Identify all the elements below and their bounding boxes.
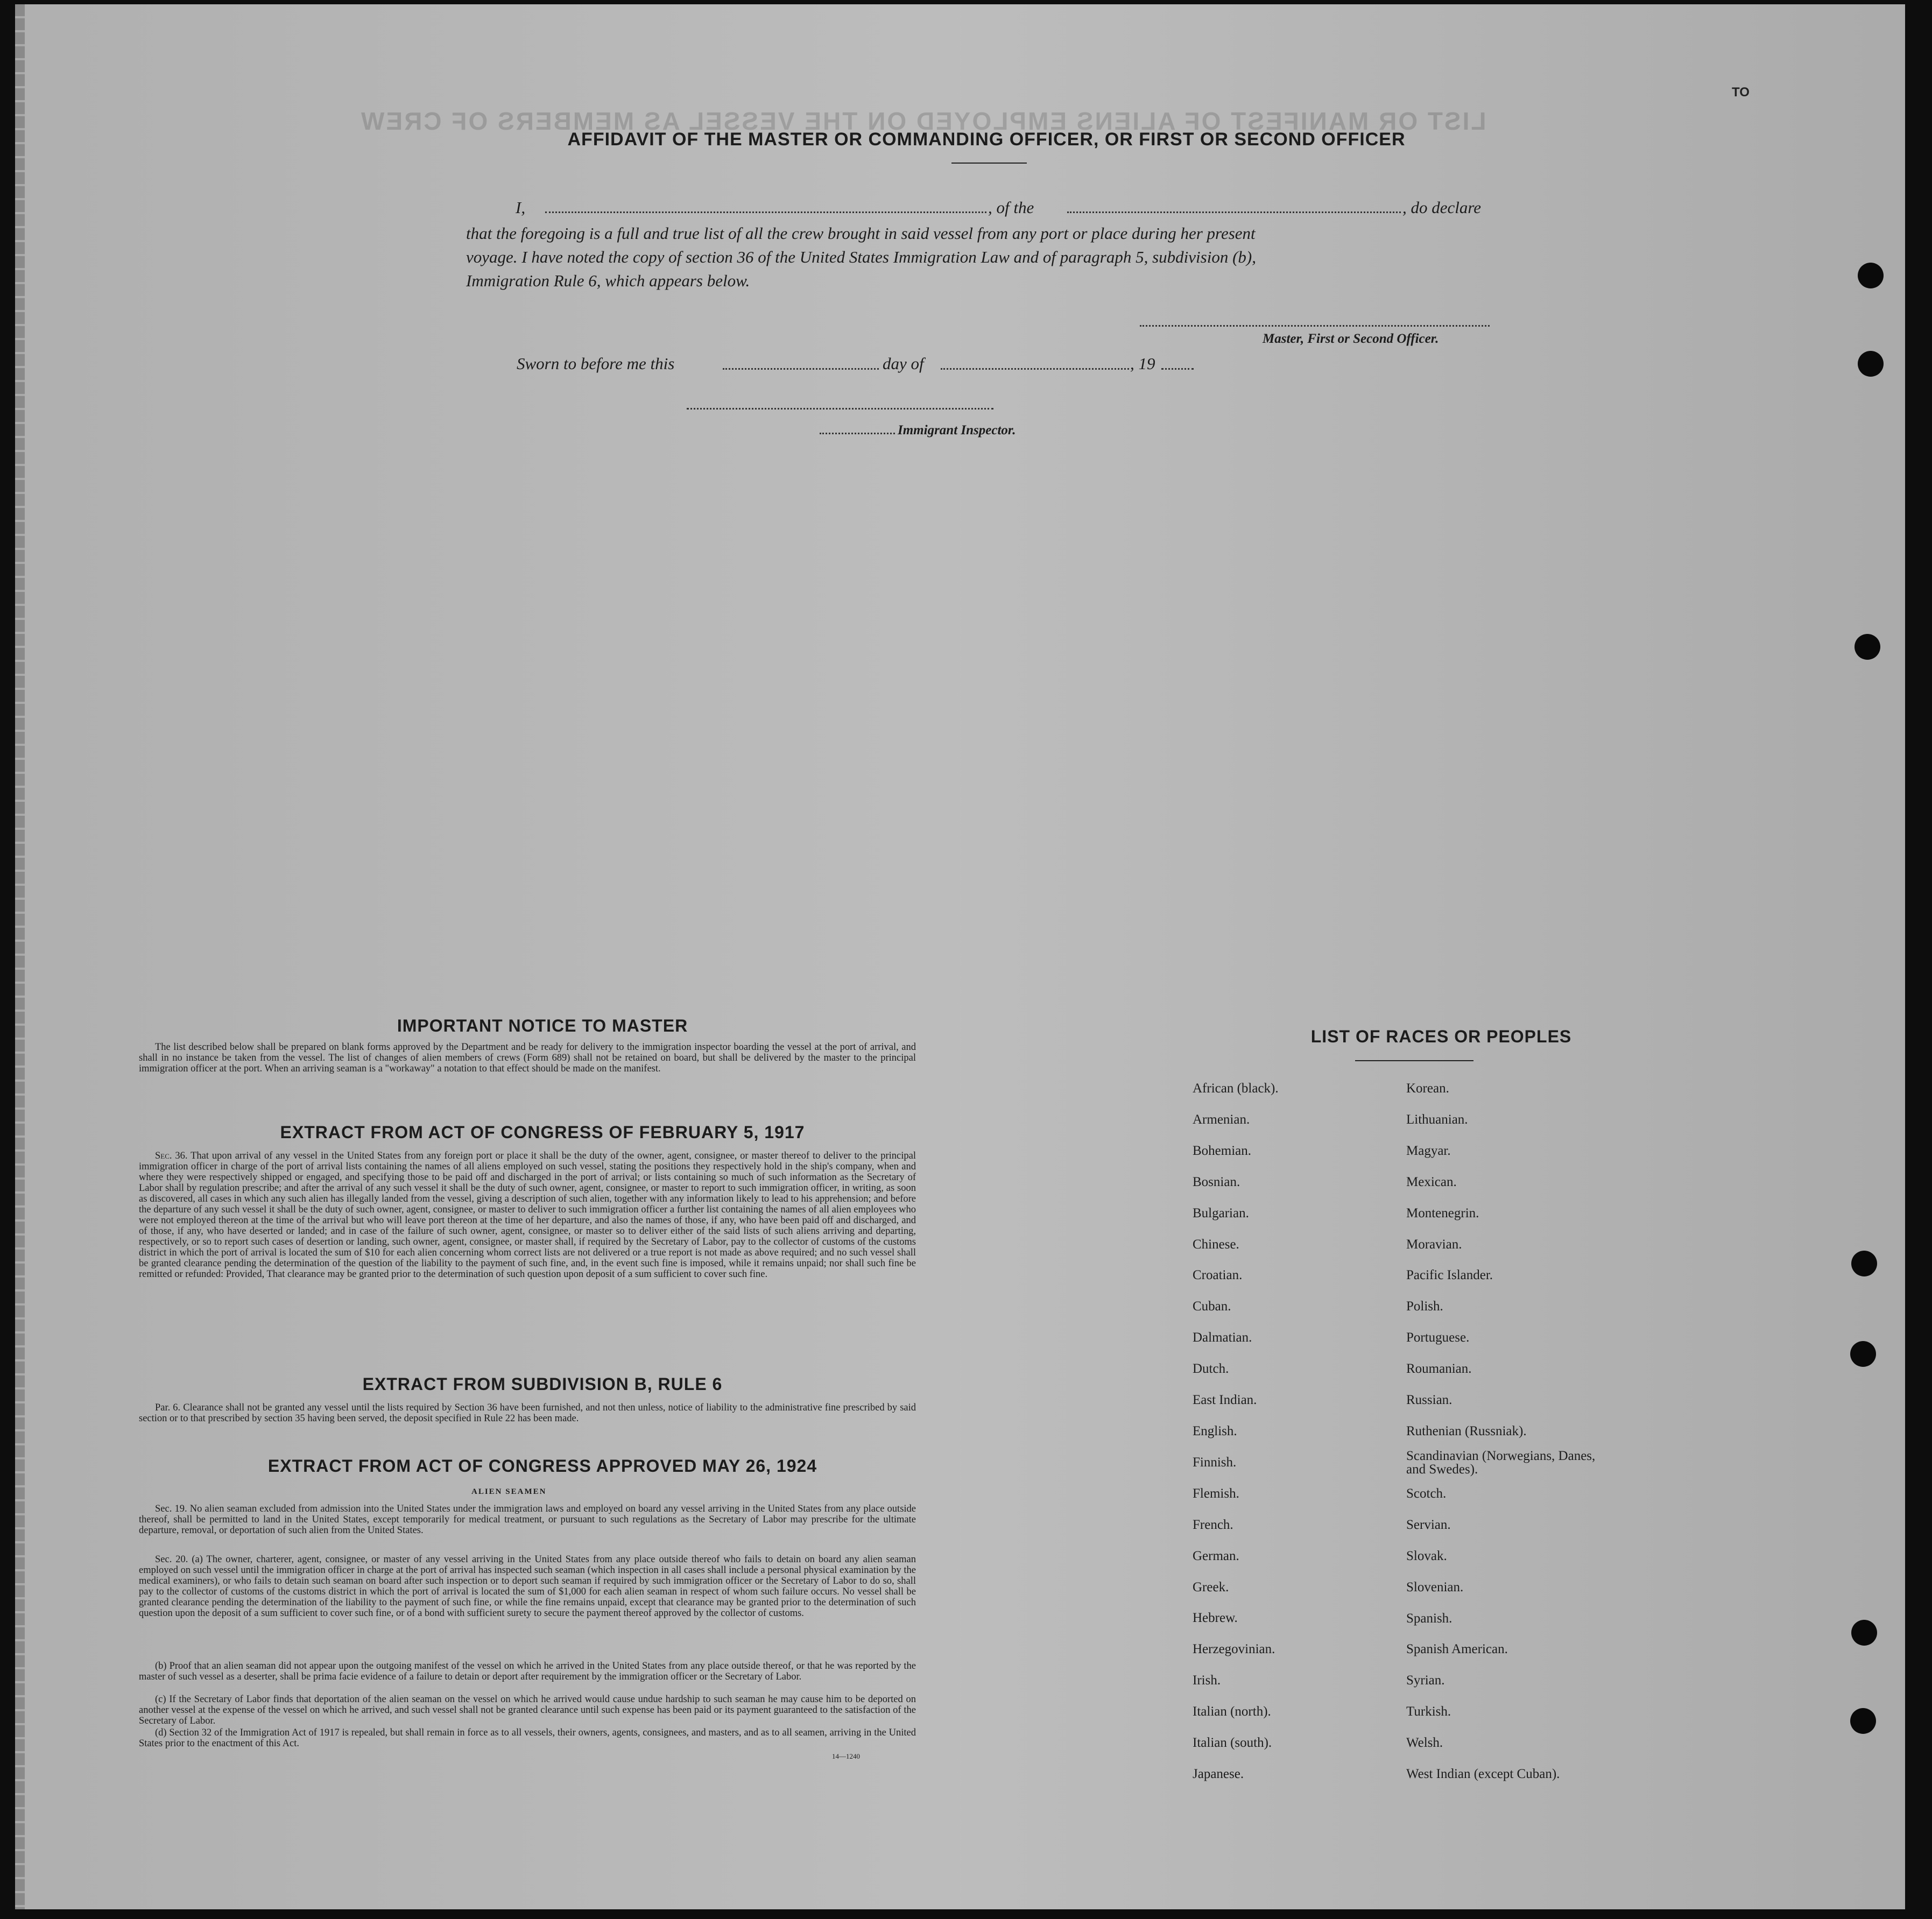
race-item: French.	[1193, 1517, 1233, 1532]
race-item: Ruthenian (Russniak).	[1406, 1423, 1527, 1438]
race-item: Magyar.	[1406, 1143, 1451, 1158]
race-item: Scandinavian (Norwegians, Danes, and Swedes).	[1406, 1448, 1596, 1477]
race-item: Korean.	[1406, 1081, 1449, 1096]
race-item: Bulgarian.	[1193, 1205, 1249, 1220]
punch-hole	[1850, 1341, 1876, 1367]
extract-rule6-title: EXTRACT FROM SUBDIVISION B, RULE 6	[362, 1374, 723, 1394]
punch-hole	[1855, 634, 1880, 660]
extract-1924-sec20c: (c) If the Secretary of Labor finds that deportation of the alien seaman on the vessel on which he arrived would cause undue hardship to such seaman he may cause him to be deported on another vessel at the expense of the vessel on which he arrived, and such vessel shall not be granted clearance until such expense has been paid or its payment guaranteed to the satisfaction of the Secretary of Labor.	[139, 1694, 916, 1726]
inspector-prefix-line	[820, 433, 895, 434]
races-list-left	[1193, 1073, 1279, 1790]
race-item: Dalmatian.	[1193, 1330, 1252, 1345]
race-item: Mexican.	[1406, 1174, 1457, 1189]
notice-text: The list described below shall be prepared on blank forms approved by the Department and be ready for delivery to the immigration inspector boarding the vessel at the port of arrival, and shall in no instance be taken from the vessel. The list of changes of alien members of crews (Form 689) shall not be retained on board, but shall be delivered by the master to the principal immigration officer at the port. When an arriving seaman is a "workaway" a notation to that effect should be made on the manifest.	[139, 1042, 916, 1074]
inspector-label: Immigrant Inspector.	[898, 423, 1016, 438]
race-item: West Indian (except Cuban).	[1406, 1767, 1560, 1782]
race-item: Scotch.	[1406, 1486, 1447, 1501]
race-item: Chinese.	[1193, 1237, 1239, 1252]
races-title-underline	[1355, 1060, 1473, 1061]
sworn-month-field[interactable]	[941, 368, 1129, 370]
race-item: Lithuanian.	[1406, 1112, 1468, 1127]
race-item: Armenian.	[1193, 1112, 1250, 1127]
master-signature-field[interactable]	[1140, 325, 1490, 327]
race-item: Croatian.	[1193, 1268, 1243, 1283]
master-label: Master, First or Second Officer.	[1263, 331, 1439, 346]
race-item: Herzegovinian.	[1193, 1642, 1275, 1657]
race-item: Bosnian.	[1193, 1174, 1240, 1189]
punch-hole	[1858, 351, 1884, 377]
extract-1917-title: EXTRACT FROM ACT OF CONGRESS OF FEBRUARY 5, 1917	[280, 1123, 805, 1142]
race-item: German.	[1193, 1548, 1239, 1563]
race-item: East Indian.	[1193, 1393, 1257, 1408]
race-item: Irish.	[1193, 1673, 1221, 1688]
corner-label: TO	[1732, 85, 1750, 100]
declare-suffix: , do declare	[1402, 198, 1482, 217]
declare-of: , of the	[988, 198, 1034, 217]
race-item: Portuguese.	[1406, 1330, 1470, 1345]
affidavit-body-line2: voyage. I have noted the copy of section 36 of the United States Immigration Law and of paragraph 5, subdivision (b),	[466, 248, 1256, 266]
inspector-signature-field[interactable]	[687, 408, 993, 410]
race-item: Syrian.	[1406, 1673, 1445, 1688]
binding-edge	[15, 4, 25, 1909]
race-item: Roumanian.	[1406, 1361, 1472, 1377]
race-item: Italian (south).	[1193, 1735, 1272, 1751]
declare-prefix: I,	[516, 198, 526, 217]
race-item: African (black).	[1193, 1081, 1279, 1096]
sworn-year-label: , 19	[1130, 354, 1155, 373]
races-title: LIST OF RACES OR PEOPLES	[1310, 1027, 1572, 1046]
race-item: Slovak.	[1406, 1548, 1447, 1563]
form-number: 14—1240	[832, 1752, 860, 1760]
extract-rule6-text: Par. 6. Clearance shall not be granted any vessel until the lists required by Section 36 have been furnished, and not then unless, notice of liability to the administrative fine prescribed by said section or to that prescribed by section 35 having been served, the deposit specified in Rule 22 has been made.	[139, 1402, 916, 1424]
extract-1917-body: That upon arrival of any vessel in the United States from any foreign port or place it shall be the duty of the owner, agent, consignee, or master thereof to deliver to the principal immigration officer in charge of the port of arrival lists containing the names of all aliens employed on such vessel, stating the positions they respectively hold in the ship's company, when and where they were respectively shipped or engaged, and specifying those to be paid off and discharged in the port of arrival; or lists containing so much of such information as the Secretary of Labor shall by regulation prescribe; and after the arrival of any such vessel it shall be the duty of such owner, agent, consignee, or master to report to such immigration officer, in writing, as soon as discovered, all cases in which any such alien has illegally landed from the vessel, giving a description of such alien, together with any information likely to lead to his apprehension; and before the departure of any such vessel it shall be the duty of such owner, agent, consignee, or master to deliver to such immigration officer a further list containing the names of all alien employees who were not employed thereon at the time of the arrival but who will leave port thereon at the time of her departure, and also the names of those, if any, who have been paid off and discharged, and of those, if any, who have deserted or landed; and in case of the failure of such owner, agent, consignee, or master so to deliver either of the said lists of such aliens arriving and departing, respectively, or so to report such cases of desertion or landing, such owner, agent, consignee, or master shall, if required by the Secretary of Labor, pay to the collector of customs of the customs district in which the port of arrival is located the sum of $10 for each alien concerning whom correct lists are not delivered or a true report is not made as above required; and no such vessel shall be granted clearance pending the determination of the question of the liability to the payment of such fine, and, in the event such fine is imposed, while it remains unpaid; nor shall such fine be remitted or refunded: Provided, That clearance may be granted prior to the determination of such question upon deposit of a sum sufficient to cover such fine.	[139, 1151, 916, 1280]
race-item: Pacific Islander.	[1406, 1268, 1493, 1283]
punch-hole	[1858, 263, 1884, 288]
race-item: Russian.	[1406, 1393, 1452, 1408]
race-item: Finnish.	[1193, 1455, 1237, 1470]
affidavit-body-line1: that the foregoing is a full and true list of all the crew brought in said vessel from any port or place during her present	[466, 224, 1256, 243]
race-item: Moravian.	[1406, 1237, 1462, 1252]
extract-1924-sec20d: (d) Section 32 of the Immigration Act of 1917 is repealed, but shall remain in force as to all vessels, their owners, agents, consignees, and masters, and as to all seamen, arriving in the United States prior to the enactment of this Act.	[139, 1727, 916, 1749]
extract-1924-sec19: Sec. 19. No alien seaman excluded from admission into the United States under the immigration laws and employed on board any vessel arriving in the United States from any place outside thereof, shall be permitted to land in the United States, except temporarily for medical treatment, or pursuant to such regulations as the Secretary of Labor may prescribe for the ultimate departure, removal, or deportation of such alien from the United States.	[139, 1504, 916, 1536]
race-item: Spanish.	[1406, 1611, 1452, 1626]
race-item: Servian.	[1406, 1517, 1451, 1532]
race-item: Bohemian.	[1193, 1143, 1252, 1158]
races-list-right	[1406, 1073, 1611, 1790]
race-item: Hebrew.	[1193, 1611, 1238, 1626]
extract-1924-sec20b: (b) Proof that an alien seaman did not appear upon the outgoing manifest of the vessel on which he arrived in the United States from any place outside thereof, or that he was reported by the master of such vessel as a deserter, shall be prima facie evidence of a failure to detain or deport after requirement by the immigration officer or the Secretary of Labor.	[139, 1661, 916, 1682]
race-item: Dutch.	[1193, 1361, 1229, 1377]
sworn-day-label: day of	[883, 354, 924, 373]
race-item: Turkish.	[1406, 1704, 1451, 1719]
race-item: Polish.	[1406, 1299, 1443, 1314]
race-item: Japanese.	[1193, 1766, 1244, 1781]
race-item: Cuban.	[1193, 1299, 1231, 1314]
extract-1917-text	[139, 1151, 916, 1280]
race-item: Montenegrin.	[1406, 1205, 1479, 1220]
extract-1924-subtitle: ALIEN SEAMEN	[471, 1487, 547, 1496]
race-item: Slovenian.	[1406, 1579, 1464, 1595]
bleed-through-heading: LIST OR MANIFEST OF ALIENS EMPLOYED ON THE VESSEL AS MEMBERS OF CREW	[359, 107, 1486, 135]
document-page	[15, 4, 1905, 1909]
punch-hole	[1850, 1708, 1876, 1734]
race-item: Flemish.	[1193, 1486, 1239, 1501]
race-item: Spanish American.	[1406, 1642, 1508, 1657]
race-item: Greek.	[1193, 1579, 1229, 1595]
vessel-field[interactable]	[1067, 211, 1401, 213]
name-field[interactable]	[545, 211, 986, 213]
sworn-year-field[interactable]	[1161, 368, 1194, 370]
sworn-day-field[interactable]	[723, 368, 879, 370]
sworn-prefix: Sworn to before me this	[517, 354, 675, 373]
punch-hole	[1851, 1620, 1877, 1646]
extract-1917-sec-label: Sec. 36.	[155, 1151, 188, 1161]
affidavit-title: AFFIDAVIT OF THE MASTER OR COMMANDING OFFICER, OR FIRST OR SECOND OFFICER	[567, 129, 1406, 150]
extract-1924-sec20a: Sec. 20. (a) The owner, charterer, agent, consignee, or master of any vessel arriving in the United States from any place outside thereof who fails to detain on board any alien seaman employed on such vessel until the immigration officer in charge at the port of arrival has inspected such seaman (which inspection in all cases shall include a personal physical examination by the medical examiners), or who fails to detain such seaman on board after such inspection or to deport such seaman if required by such immigration officer or the Secretary of Labor to do so, shall pay to the collector of customs of the customs district in which the port of arrival is located the sum of $1,000 for each alien seaman in respect of whom such failure occurs. No vessel shall be granted clearance pending the determination of the liability to the payment of such fine, or while the fine remains unpaid, except that clearance may be granted prior to the determination of such question upon the deposit of a sum sufficient to cover such fine, or of a bond with sufficient surety to secure the payment thereof approved by the collector of customs.	[139, 1554, 916, 1619]
notice-title: IMPORTANT NOTICE TO MASTER	[397, 1016, 688, 1035]
extract-1924-title: EXTRACT FROM ACT OF CONGRESS APPROVED MAY 26, 1924	[267, 1456, 817, 1476]
race-item: English.	[1193, 1423, 1237, 1438]
punch-hole	[1851, 1251, 1877, 1276]
affidavit-body-line3: Immigration Rule 6, which appears below.	[466, 271, 750, 290]
race-item: Italian (north).	[1193, 1704, 1271, 1719]
race-item: Welsh.	[1406, 1735, 1443, 1751]
affidavit-title-underline	[951, 163, 1027, 164]
